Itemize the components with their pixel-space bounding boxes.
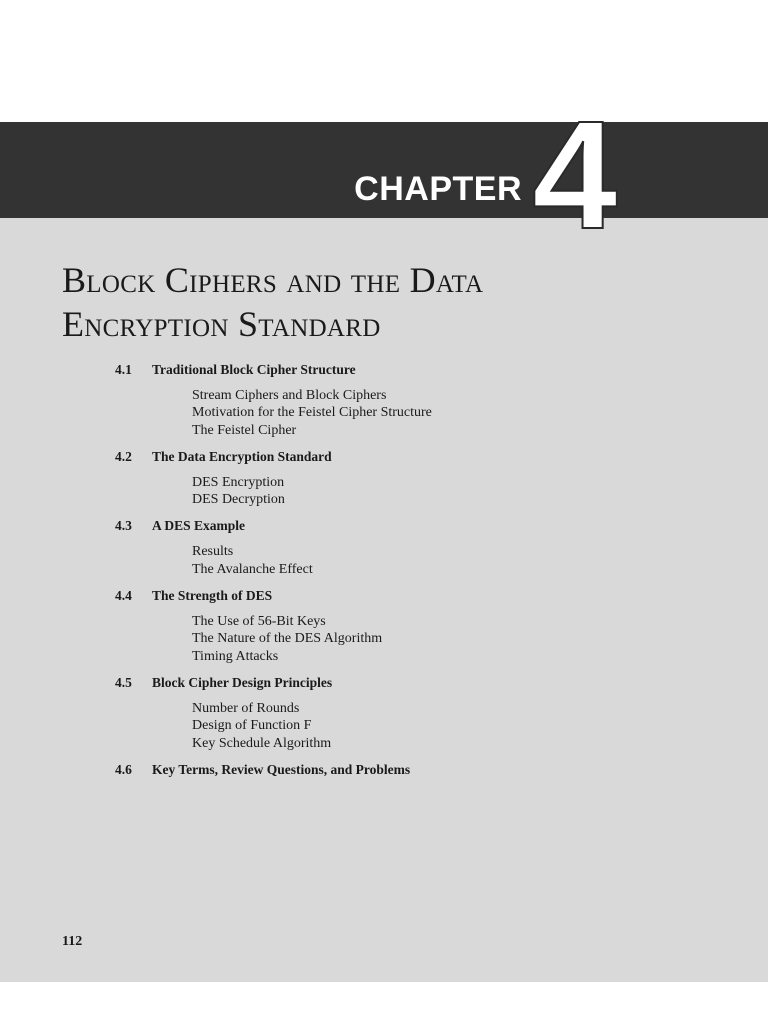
toc-section[interactable] [115,361,715,378]
toc-subsection[interactable]: Stream Ciphers and Block Ciphers [192,388,387,403]
toc-section[interactable] [115,761,715,778]
section-number: 4.1 [115,362,132,377]
section-title: Key Terms, Review Questions, and Problems [152,761,411,777]
toc-subsection[interactable]: Results [192,544,234,560]
toc-subsection[interactable]: Motivation for the Feistel Cipher Structure [192,405,432,421]
toc-subsection[interactable]: DES Encryption [192,474,285,490]
toc-subsection[interactable]: DES Decryption [192,492,285,508]
chapter-number: 4 [532,89,618,261]
toc-subsection[interactable]: Key Schedule Algorithm [192,735,332,751]
section-number: 4.2 [115,448,132,464]
toc-subsection[interactable]: The Avalanche Effect [192,561,313,577]
toc-section[interactable] [115,674,715,691]
section-number: 4.5 [115,674,132,690]
section-title: Block Cipher Design Principles [152,674,333,690]
section-number: 4.3 [115,518,132,534]
toc-subsection[interactable]: The Feistel Cipher [192,422,297,438]
toc-subsection[interactable]: Timing Attacks [192,648,279,664]
toc-subsections [192,387,715,439]
section-number: 4.4 [115,588,132,604]
bottom-margin [0,982,768,1024]
chapter-title-line: Encryption Standard [62,304,381,344]
toc-section[interactable] [115,587,715,604]
chapter-title [62,258,702,346]
toc-subsection[interactable]: Design of Function F [192,718,312,734]
toc-section[interactable] [115,517,715,534]
toc-subsection[interactable]: The Use of 56-Bit Keys [192,614,326,630]
toc-subsections [192,613,715,665]
table-of-contents [115,361,715,778]
toc-subsections [192,474,715,509]
top-margin [0,0,768,122]
toc-subsections [192,700,715,752]
toc-subsection[interactable]: Number of Rounds [192,700,300,716]
chapter-label: CHAPTER [354,170,522,208]
toc-subsection[interactable]: The Nature of the DES Algorithm [192,631,383,647]
page-number: 112 [62,934,83,949]
toc-section[interactable] [115,448,715,465]
toc-subsections [192,543,715,578]
section-title: A DES Example [152,518,246,534]
section-title: The Strength of DES [152,588,273,604]
section-number: 4.6 [115,761,132,777]
section-title: Traditional Block Cipher Structure [152,362,356,377]
section-title: The Data Encryption Standard [152,448,332,464]
chapter-title-line: Block Ciphers and the Data [62,260,484,300]
